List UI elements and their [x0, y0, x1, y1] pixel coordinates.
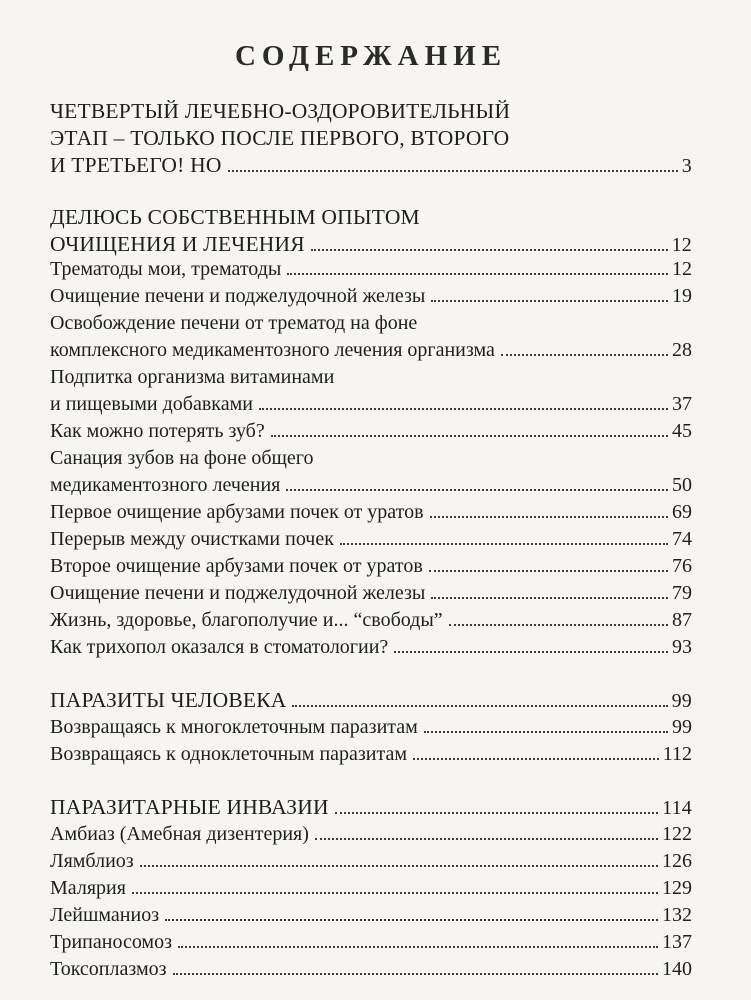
heading-text: ОЧИЩЕНИЯ И ЛЕЧЕНИЯ	[50, 232, 305, 256]
toc-line	[50, 794, 692, 822]
dot-leader	[271, 435, 668, 437]
toc-entry: Амбиаз (Амебная дизентерия) 122	[50, 821, 692, 848]
toc-entry: Очищение печени и поджелудочной железы 79	[50, 580, 692, 607]
page-number: 140	[662, 958, 692, 980]
toc-entry: Подпитка организма витаминами и пищевыми добавками 37	[50, 364, 692, 418]
toc-entry: Лейшманиоз 132	[50, 902, 692, 929]
section-heading-3	[50, 687, 692, 715]
heading-line: ЭТАП – ТОЛЬКО ПОСЛЕ ПЕРВОГО, ВТОРОГО	[50, 126, 510, 150]
dot-leader	[178, 946, 658, 948]
toc-entry: Как можно потерять зуб? 45	[50, 418, 692, 445]
section-heading-4	[50, 794, 692, 822]
page-number: 137	[662, 931, 692, 953]
dot-leader	[259, 408, 668, 410]
toc-entry: Как трихопол оказался в стоматологии? 93	[50, 634, 692, 661]
heading-line: ДЕЛЮСЬ СОБСТВЕННЫМ ОПЫТОМ	[50, 205, 420, 229]
dot-leader	[340, 543, 668, 545]
toc-entry: Освобождение печени от трематод на фоне комплексного медикаментозного лечения организма 28	[50, 310, 692, 364]
page-title: СОДЕРЖАНИЕ	[234, 40, 508, 72]
section-heading-1	[50, 98, 692, 180]
page-number: 45	[672, 420, 692, 442]
page-number: 93	[672, 636, 692, 658]
heading-text: ПАРАЗИТАРНЫЕ ИНВАЗИИ	[50, 795, 329, 819]
page-number: 99	[672, 716, 692, 738]
page-number: 3	[681, 155, 692, 177]
dot-leader	[431, 597, 668, 599]
toc-entry: Трематоды мои, трематоды 12	[50, 256, 692, 283]
dot-leader	[431, 300, 668, 302]
page-number: 126	[662, 850, 692, 872]
dot-leader	[228, 170, 678, 172]
toc-entry: Второе очищение арбузами почек от уратов 76	[50, 553, 692, 580]
dot-leader	[315, 838, 658, 840]
page-number: 129	[662, 877, 692, 899]
dot-leader	[292, 705, 667, 707]
page-number: 37	[672, 393, 692, 415]
toc-entry: Жизнь, здоровье, благополучие и... “свободы” 87	[50, 607, 692, 634]
page-number: 12	[671, 234, 692, 256]
page-number: 99	[671, 690, 692, 712]
toc-page	[50, 0, 692, 1000]
dot-leader	[311, 249, 668, 251]
page-number: 74	[672, 528, 692, 550]
dot-leader	[413, 758, 659, 760]
dot-leader	[140, 865, 658, 867]
section-heading-2	[50, 204, 692, 259]
toc-entry: Малярия 129	[50, 875, 692, 902]
dot-leader	[429, 570, 668, 572]
dot-leader	[286, 489, 668, 491]
dot-leader	[424, 731, 668, 733]
page-number: 28	[672, 339, 692, 361]
toc-entry: Лямблиоз 126	[50, 848, 692, 875]
dot-leader	[501, 354, 668, 356]
toc-entry: Токсоплазмоз 140	[50, 956, 692, 983]
toc-entry: Возвращаясь к одноклеточным паразитам 112	[50, 741, 692, 768]
page-number: 122	[662, 823, 692, 845]
dot-leader	[335, 812, 658, 814]
toc-entry: Возвращаясь к многоклеточным паразитам 99	[50, 714, 692, 741]
dot-leader	[165, 919, 658, 921]
page-number: 19	[672, 285, 692, 307]
heading-text: ПАРАЗИТЫ ЧЕЛОВЕКА	[50, 688, 287, 712]
toc-entry: Трипаносомоз 137	[50, 929, 692, 956]
page-number: 79	[672, 582, 692, 604]
page-number: 114	[662, 797, 692, 819]
page-number: 112	[662, 743, 692, 765]
dot-leader	[394, 651, 668, 653]
page-number: 50	[672, 474, 692, 496]
toc-entry: Первое очищение арбузами почек от уратов 69	[50, 499, 692, 526]
toc-line	[50, 152, 692, 180]
dot-leader	[287, 273, 668, 275]
toc-entry: Санация зубов на фоне общего медикаментозного лечения 50	[50, 445, 692, 499]
toc-line	[50, 687, 692, 715]
page-number: 12	[672, 258, 692, 280]
dot-leader	[132, 892, 658, 894]
dot-leader	[173, 973, 658, 975]
heading-line: ЧЕТВЕРТЫЙ ЛЕЧЕБНО-ОЗДОРОВИТЕЛЬНЫЙ	[50, 99, 511, 123]
heading-text: И ТРЕТЬЕГО! НО	[50, 153, 222, 177]
dot-leader	[449, 624, 668, 626]
toc-entry: Очищение печени и поджелудочной железы 19	[50, 283, 692, 310]
toc-entry: Перерыв между очистками почек 74	[50, 526, 692, 553]
dot-leader	[430, 516, 668, 518]
page-number: 76	[672, 555, 692, 577]
page-number: 87	[672, 609, 692, 631]
page-number: 69	[672, 501, 692, 523]
page-number: 132	[662, 904, 692, 926]
toc-line	[50, 231, 692, 259]
